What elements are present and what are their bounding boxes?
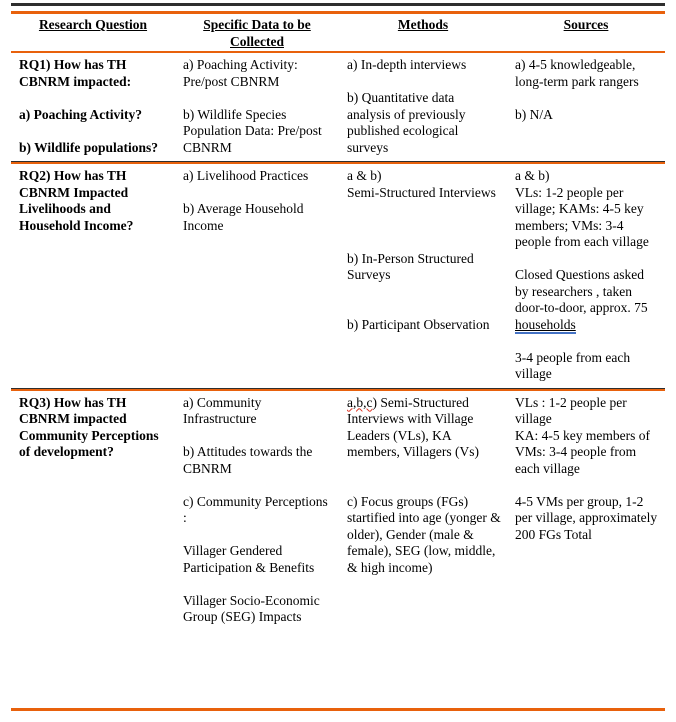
research-methods-table — [11, 0, 665, 631]
text-run: VMs: 3-4 people from each village — [515, 444, 637, 476]
cell-question — [11, 391, 175, 631]
text-run: Villager Gendered Participation & Benefits — [183, 543, 315, 575]
paragraph — [515, 444, 659, 477]
text-run: a & b) — [515, 168, 550, 183]
empty-paragraph — [19, 123, 169, 140]
text-run: b) N/A — [515, 106, 553, 122]
empty-paragraph — [347, 201, 501, 218]
cell-methods — [339, 53, 507, 161]
paragraph — [347, 90, 501, 156]
paragraph — [515, 57, 659, 90]
text-run: b) Quantitative data analysis of previously published ecological surveys — [347, 90, 466, 155]
paragraph — [19, 57, 169, 90]
empty-paragraph — [183, 428, 333, 445]
paragraph — [347, 57, 501, 74]
text-run: ) Semi-Structured Interviews with Village Leaders (VLs), KA members, Villagers (Vs) — [347, 394, 480, 459]
empty-paragraph — [347, 461, 501, 478]
paragraph — [183, 494, 333, 527]
paragraph — [183, 444, 333, 477]
paragraph — [347, 494, 501, 577]
text-run: a) Livelihood Practices — [183, 168, 309, 183]
table-row — [11, 391, 665, 631]
table-top-border-dark — [11, 3, 665, 6]
paragraph — [347, 317, 501, 334]
paragraph — [183, 107, 333, 157]
text-run: RQ2) How has TH CBNRM Impacted Livelihoods and Household Income? — [19, 168, 134, 233]
cell-question — [11, 53, 175, 161]
cell-question — [11, 164, 175, 388]
empty-paragraph — [183, 185, 333, 202]
empty-paragraph — [515, 251, 659, 268]
text-run: 3-4 people from each village — [515, 349, 631, 381]
text-run: Closed Questions asked by researchers , taken door-to-door, approx. 75 — [515, 267, 648, 315]
paragraph — [19, 395, 169, 461]
text-run: VLs : 1-2 people per village — [515, 394, 627, 426]
empty-paragraph — [347, 234, 501, 251]
text-run: a) Poaching Activity? — [19, 106, 142, 122]
paragraph — [515, 185, 659, 251]
empty-paragraph — [515, 333, 659, 350]
paragraph — [515, 395, 659, 428]
paragraph — [515, 267, 659, 333]
empty-paragraph — [183, 576, 333, 593]
cell-sources — [507, 53, 665, 161]
cell-methods — [339, 391, 507, 631]
text-run: c) Focus groups (FGs) startified into age (yonger & older), Gender (male & female), SEG (low, middle, & high income) — [347, 493, 501, 575]
text-run: Villager Socio-Economic Group (SEG) Impacts — [183, 592, 320, 624]
empty-paragraph — [515, 90, 659, 107]
text-run: VLs: 1-2 people per village; KAMs: 4-5 key members; VMs: 3-4 people from each village — [515, 184, 649, 249]
empty-paragraph — [515, 477, 659, 494]
paragraph — [183, 57, 333, 90]
text-run: b) Average Household Income — [183, 201, 304, 233]
table-bottom-border — [11, 708, 665, 711]
text-run: b) In-Person Structured Surveys — [347, 250, 474, 282]
table-body — [11, 53, 665, 631]
grammar-marked-text: households — [515, 316, 576, 332]
cell-data — [175, 164, 339, 388]
paragraph — [347, 251, 501, 284]
empty-paragraph — [347, 218, 501, 235]
cell-data — [175, 53, 339, 161]
text-run: RQ1) How has TH CBNRM impacted: — [19, 57, 132, 89]
text-run: a) Poaching Activity: Pre/post CBNRM — [183, 57, 298, 89]
cell-methods — [339, 164, 507, 388]
empty-paragraph — [347, 284, 501, 301]
column-header-specific-data — [175, 14, 339, 51]
empty-paragraph — [183, 477, 333, 494]
text-run: b) Wildlife Species Population Data: Pre/post CBNRM — [183, 106, 322, 155]
text-run: a) 4-5 knowledgeable, long-term park rangers — [515, 57, 639, 89]
empty-paragraph — [347, 300, 501, 317]
cell-sources — [507, 164, 665, 388]
paragraph — [19, 168, 169, 234]
column-header-text: Specific Data to be Collected — [203, 17, 311, 49]
paragraph — [515, 107, 659, 124]
text-run: a) In-depth interviews — [347, 57, 467, 72]
spell-marked-text: a,b,c — [347, 394, 373, 410]
text-run: KA: 4-5 key members of — [515, 427, 650, 443]
column-header-text: Methods — [397, 17, 449, 32]
text-run: RQ3) How has TH CBNRM impacted Community Perceptions of development? — [19, 394, 159, 459]
table-row — [11, 164, 665, 388]
table-header-row — [11, 14, 665, 51]
paragraph — [183, 593, 333, 626]
column-header-research-question — [11, 14, 175, 51]
text-run: 4-5 VMs per group, 1-2 per village, approximately 200 FGs Total — [515, 493, 658, 542]
paragraph — [19, 107, 169, 124]
empty-paragraph — [183, 527, 333, 544]
paragraph — [183, 395, 333, 428]
column-header-sources — [507, 14, 665, 51]
text-run: Semi-Structured Interviews — [347, 184, 496, 200]
text-run: c) Community Perceptions : — [183, 493, 328, 525]
empty-paragraph — [19, 90, 169, 107]
text-run: b) Participant Observation — [347, 316, 490, 332]
paragraph — [183, 543, 333, 576]
cell-sources — [507, 391, 665, 631]
empty-paragraph — [347, 477, 501, 494]
paragraph — [183, 201, 333, 234]
table-row — [11, 53, 665, 161]
column-header-methods — [339, 14, 507, 51]
empty-paragraph — [183, 90, 333, 107]
text-run: b) Attitudes towards the CBNRM — [183, 444, 313, 476]
column-header-text: Research Question — [38, 17, 148, 32]
paragraph — [347, 185, 501, 202]
paragraph — [515, 494, 659, 544]
text-run: a & b) — [347, 168, 382, 183]
empty-paragraph — [347, 74, 501, 91]
column-header-text: Sources — [563, 17, 609, 32]
cell-data — [175, 391, 339, 631]
paragraph — [515, 168, 659, 185]
paragraph — [347, 395, 501, 461]
paragraph — [19, 140, 169, 157]
paragraph — [515, 428, 659, 445]
paragraph — [183, 168, 333, 185]
text-run: b) Wildlife populations? — [19, 139, 159, 155]
paragraph — [515, 350, 659, 383]
paragraph — [347, 168, 501, 185]
text-run: a) Community Infrastructure — [183, 394, 262, 426]
